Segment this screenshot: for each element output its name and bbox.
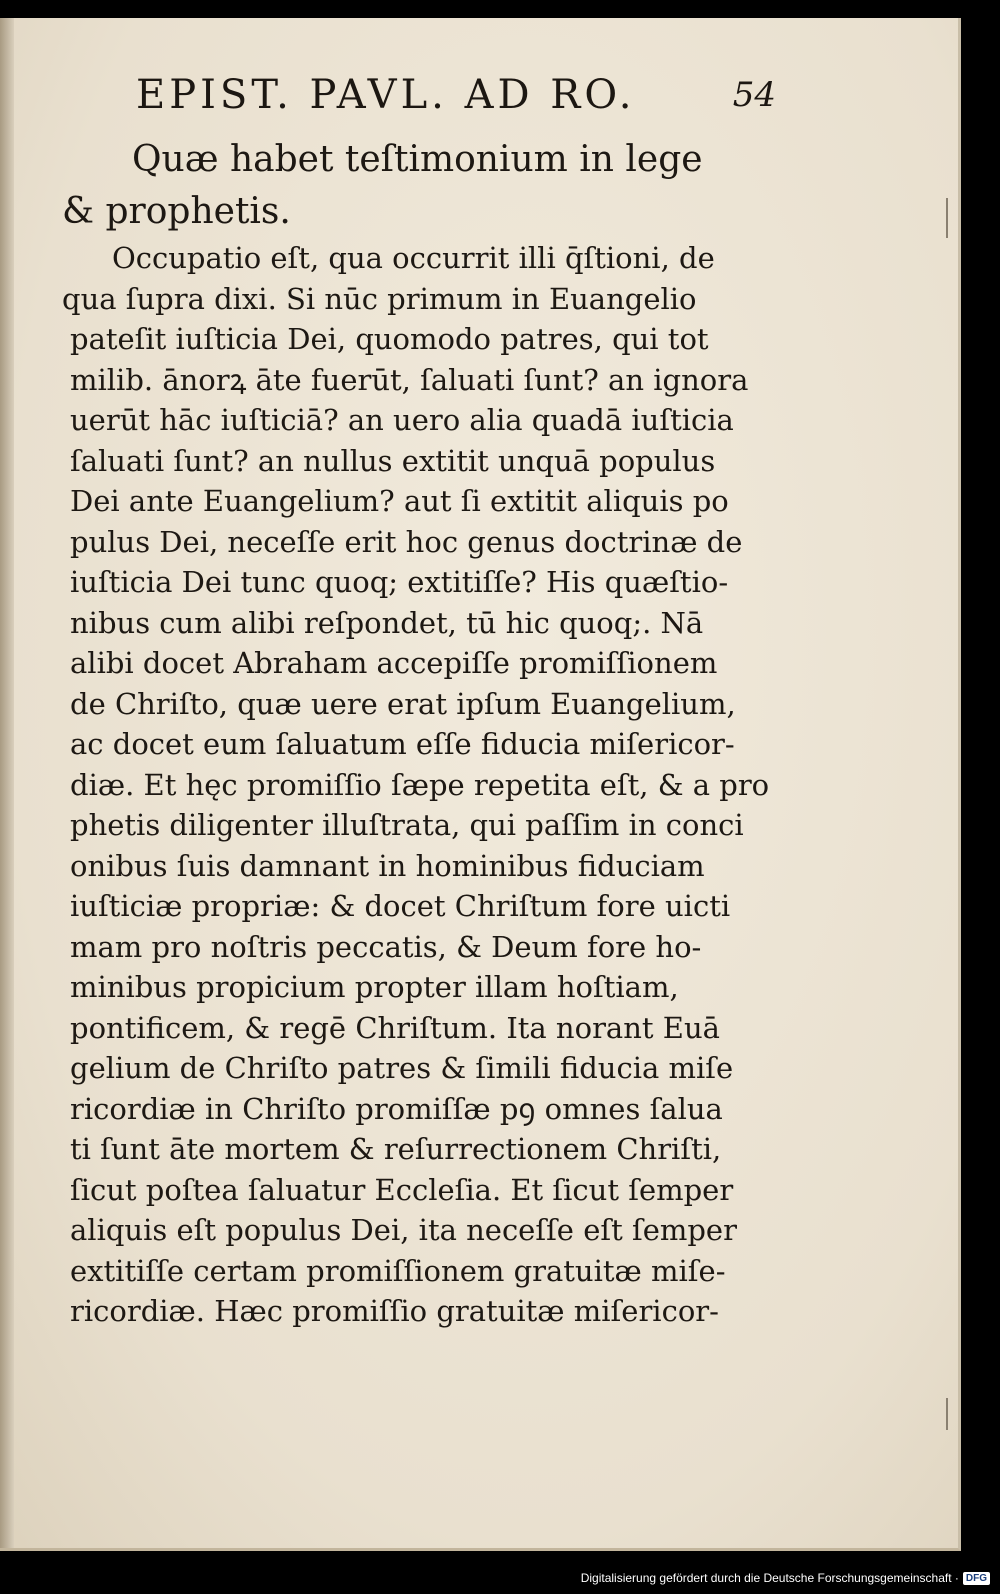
text-line: iuſticia Dei tunc quoq; extitiſſe? His quæſtio- [70, 565, 729, 599]
text-line: ricordiæ in Chriſto promiſſæ pꝯ omnes ſalua [70, 1091, 723, 1126]
dfg-logo: DFG [963, 1572, 990, 1585]
text-line-heading: Quæ habet teſtimonium in lege [132, 139, 703, 180]
page-spine-shadow [0, 18, 14, 1548]
folio-number: 54 [732, 75, 776, 115]
text-line: phetis diligenter illuſtrata, qui paſſim in conci [70, 808, 744, 842]
running-head [136, 70, 776, 120]
text-line-heading: & prophetis. [62, 191, 291, 232]
text-line: de Chriſto, quæ uere erat ipſum Euangelium, [70, 686, 736, 721]
credit-text: Digitalisierung gefördert durch die Deutsche Forschungsgemeinschaft · [580, 1571, 959, 1585]
page-edge-mark [946, 198, 948, 238]
text-line: mam pro noſtris peccatis, & Deum fore ho- [70, 929, 702, 964]
text-line: ti ſunt āte mortem & reſurrectionem Chriſti, [70, 1132, 722, 1166]
text-line: Dei ante Euangelium? aut ſi extitit aliquis po [70, 484, 729, 518]
page-edge-mark [946, 1398, 948, 1430]
text-line: minibus propicium propter illam hoſtiam, [70, 970, 679, 1004]
text-line: pulus Dei, neceſſe erit hoc genus doctrinæ de [70, 524, 743, 559]
text-line: nibus cum alibi reſpondet, tū hic quoq;. Nā [70, 605, 704, 640]
book-page [0, 18, 961, 1551]
text-line: alibi docet Abraham accepiſſe promiſſionem [70, 646, 718, 680]
text-line: onibus ſuis damnant in hominibus fiduciam [70, 848, 705, 883]
text-line: ricordiæ. Hæc promiſſio gratuitæ miſericor- [70, 1294, 719, 1328]
text-line: aliquis eſt populus Dei, ita neceſſe eſt ſemper [70, 1213, 737, 1247]
text-line: ac docet eum ſaluatum eſſe fiducia miſericor- [70, 727, 735, 761]
text-line: uerūt hāc iuſticiā? an uero alia quadā iuſticia [70, 403, 734, 437]
running-head-title: EPIST. PAVL. AD RO. [136, 72, 636, 118]
text-line: pontificem, & regē Chriſtum. Ita norant Euā [70, 1010, 720, 1045]
text-line: extitiſſe certam promiſſionem gratuitæ miſe- [70, 1253, 726, 1288]
text-line: qua ſupra dixi. Si nūc primum in Euangelio [62, 281, 697, 316]
text-line: ſicut poſtea ſaluatur Eccleſia. Et ſicut ſemper [70, 1172, 734, 1207]
page-text [62, 134, 822, 1332]
text-line: iuſticiæ propriæ: & docet Chriſtum fore uicti [70, 889, 731, 923]
text-line: milib. ānorꝝ āte fuerūt, ſaluati ſunt? an ignora [70, 362, 749, 397]
text-line: pateſit iuſticia Dei, quomodo patres, qui tot [70, 322, 709, 356]
digitization-credit [581, 1571, 990, 1585]
text-line: gelium de Chriſto patres & ſimili fiducia miſe [70, 1051, 734, 1085]
text-line: ſaluati ſunt? an nullus extitit unquā populus [70, 443, 716, 478]
text-line: Occupatio eſt, qua occurrit illi q̄ſtioni, de [112, 241, 715, 275]
text-line: diæ. Et hęc promiſſio ſæpe repetita eſt, & a pro [70, 767, 770, 802]
